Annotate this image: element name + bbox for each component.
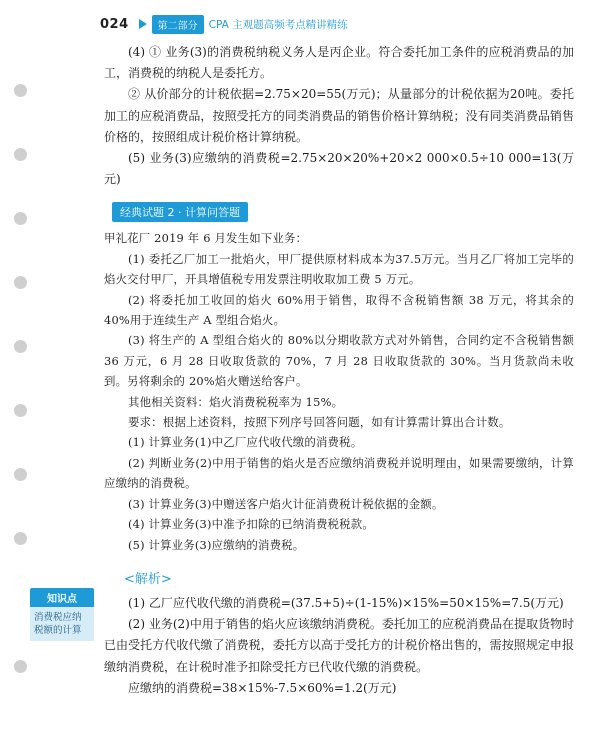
case-title-badge: 经典试题 2 · 计算问答题 xyxy=(112,202,248,222)
paragraph: (4) ① 业务(3)的消费税纳税义务人是丙企业。符合委托加工条件的应税消费品的加工，消费税的纳税人是委托方。 xyxy=(104,45,574,81)
analysis-line: (1) 乙厂应代收代缴的消费税=(37.5+5)÷(1-15%)×15%=50×15%=7.5(万元) xyxy=(128,595,564,610)
knowledge-point-title: 知识点 xyxy=(30,588,94,607)
binder-dot-icon xyxy=(14,660,27,673)
paragraph: (5) 业务(3)应缴纳的消费税=2.75×20×20%+20×2 000×0.5÷10 000=13(万元) xyxy=(104,151,574,187)
book-title: CPA 主观题高频考点精讲精练 xyxy=(208,18,348,31)
binder-dot-icon xyxy=(14,532,27,545)
case-line: (1) 计算业务(1)中乙厂应代收代缴的消费税。 xyxy=(128,435,363,450)
binder-dot-icon xyxy=(14,276,27,289)
analysis-line: 应缴纳的消费税=38×15%-7.5×60%=1.2(万元) xyxy=(128,680,397,695)
case-line: (1) 委托乙厂加工一批焰火，甲厂提供原材料成本为37.5万元。当月乙厂将加工完毕的焰火交付甲厂，开具增值税专用发票注明收取加工费 5 万元。 xyxy=(104,251,574,287)
case-line: 要求：根据上述资料，按照下列序号回答问题，如有计算需计算出合计数。 xyxy=(128,415,511,430)
case-line: (3) 计算业务(3)中赠送客户焰火计征消费税计税依据的金额。 xyxy=(128,496,444,511)
arrow-icon xyxy=(139,19,147,29)
page-content xyxy=(104,42,574,699)
binder-dot-icon xyxy=(14,468,27,481)
case-line: (3) 将生产的 A 型组合焰火的 80%以分期收款方式对外销售，合同约定不含税销售额 36 万元，6 月 28 日收取货款的 70%，7 月 28 日收取货款的 30%。当月货款尚未收到。另将剩余的 20%焰火赠送给客户。 xyxy=(104,333,574,389)
paragraph: ② 从价部分的计税依据=2.75×20=55(万元)；从量部分的计税依据为20吨。委托加工的应税消费品，按照受托方的同类消费品的销售价格计算纳税；没有同类消费品销售价格的，按照组成计税价格计算纳税。 xyxy=(104,87,574,144)
binder-dot-icon xyxy=(14,212,27,225)
analysis-title: <解析> xyxy=(124,571,172,587)
binder-dot-icon xyxy=(14,404,27,417)
case-line: (4) 计算业务(3)中准予扣除的已纳消费税税款。 xyxy=(128,517,374,532)
case-line: (5) 计算业务(3)应缴纳的消费税。 xyxy=(128,537,305,552)
binder-dot-icon xyxy=(14,340,27,353)
knowledge-point-body: 消费税应纳税额的计算 xyxy=(30,607,94,641)
binder-dot-icon xyxy=(14,84,27,97)
page-header xyxy=(100,14,348,34)
binder-dot-icon xyxy=(14,148,27,161)
part-badge: 第二部分 xyxy=(152,15,204,34)
case-line: 甲礼花厂 2019 年 6 月发生如下业务： xyxy=(104,231,308,246)
page-number: 024 xyxy=(100,16,129,32)
case-line: (2) 将委托加工收回的焰火 60%用于销售，取得不含税销售额 38 万元，将其余的 40%用于连续生产 A 型组合焰火。 xyxy=(104,292,574,328)
case-line: 其他相关资料：焰火消费税税率为 15%。 xyxy=(128,394,344,409)
case-line: (2) 判断业务(2)中用于销售的焰火是否应缴纳消费税并说明理由，如果需要缴纳，计算应缴纳的消费税。 xyxy=(104,455,574,491)
knowledge-point-box xyxy=(30,588,94,641)
analysis-line: (2) 业务(2)中用于销售的焰火应该缴纳消费税。委托加工的应税消费品在提取货物时已由受托方代收代缴了消费税，委托方以高于受托方的计税价格出售的，需按照规定申报缴纳消费税，在计税时准予扣除受托方已代收代缴的消费税。 xyxy=(104,617,574,674)
